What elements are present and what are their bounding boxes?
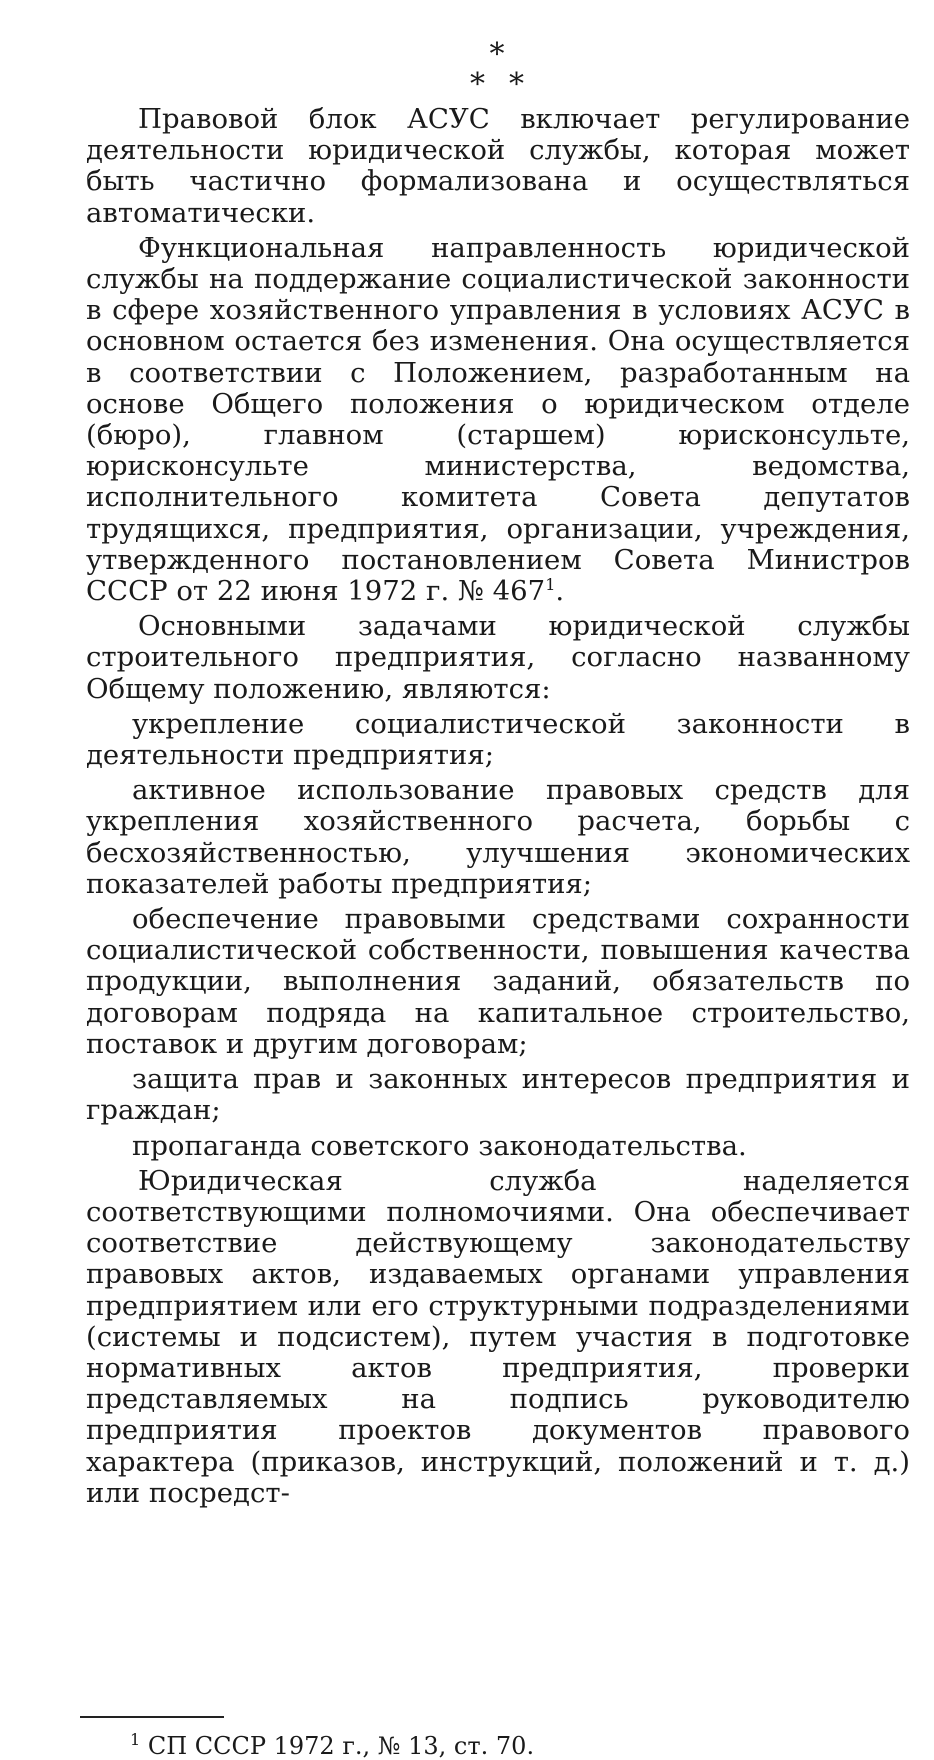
paragraph-text: Функциональная направленность юридической службы на поддержание социалистической законности в сфере хозяйственного управления в условиях АСУС в основном остается без изменения. Она осуществляется в соответствии с Положением, разработанным на основе Общего положения о юридическом отделе (бюро), главном (старшем) юрисконсульте, юрисконсульте министерства, ведомства, исполнительного комитета Совета депутатов трудящихся, предприятия, организации, учреждения, утвержденного постановлением Совета Министров СССР от 22 июня 1972 г. № 467 bbox=[86, 231, 910, 608]
main-text bbox=[86, 104, 910, 1513]
task-item: активное использование правовых средств для укрепления хозяйственного расчета, борьбы с бесхозяйственностью, улучшения экономических показателей работы предприятия; bbox=[86, 774, 910, 900]
task-item: пропаганда советского законодательства. bbox=[132, 1129, 747, 1162]
footnote bbox=[130, 1732, 534, 1760]
footnote-divider bbox=[80, 1716, 224, 1718]
paragraph-legal-block: Правовой блок АСУС включает регулирование деятельности юридической службы, которая может быть частично формализована и осуществляться автоматически. bbox=[86, 103, 910, 229]
section-separator-top bbox=[0, 37, 934, 72]
paragraph-functional-direction bbox=[86, 233, 910, 607]
star-icon: * bbox=[489, 37, 505, 72]
star-icon: * bbox=[509, 67, 524, 102]
section-separator-bottom bbox=[0, 67, 934, 102]
footnote-reference: 1 bbox=[545, 574, 556, 594]
paragraph-legal-service-powers: Юридическая служба наделяется соответствующими полномочиями. Она обеспечивает соответствие действующему законодательству правовых актов, издаваемых органами управления предприятием или его структурными подразделениями (системы и подсистем), путем участия в подготовке нормативных актов предприятия, проверки представляемых на подпись руководителю предприятия проектов документов правового характера (приказов, инструкций, положений и т. д.) или посредст- bbox=[86, 1164, 910, 1509]
footnote-marker: 1 bbox=[130, 1730, 141, 1749]
paragraph-main-tasks: Основными задачами юридической службы строительного предприятия, согласно названному Общему положению, являются: bbox=[86, 610, 910, 705]
footnote-text: СП СССР 1972 г., № 13, ст. 70. bbox=[147, 1732, 535, 1760]
task-item: укрепление социалистической законности в деятельности предприятия; bbox=[86, 707, 910, 772]
star-icon: * bbox=[470, 67, 485, 102]
task-item: защита прав и законных интересов предприятия и граждан; bbox=[86, 1063, 910, 1127]
paragraph-end: . bbox=[555, 575, 565, 608]
task-item: обеспечение правовыми средствами сохранности социалистической собственности, повышения качества продукции, выполнения заданий, обязательств по договорам подряда на капитальное строительство, поставок и другим договорам; bbox=[86, 903, 910, 1060]
